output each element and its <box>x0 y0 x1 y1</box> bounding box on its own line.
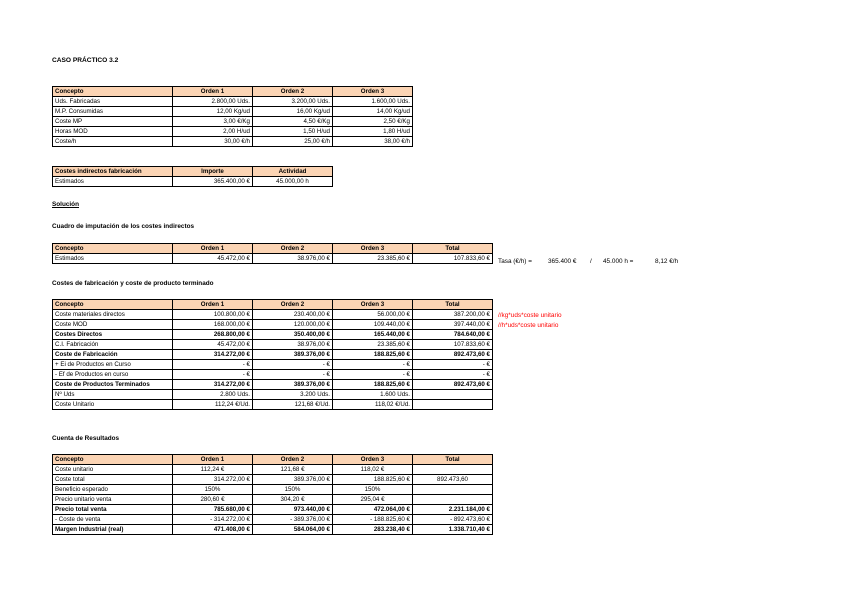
cell-value: 3.200 Uds. <box>253 390 333 400</box>
costes-indirectos-table <box>52 166 333 187</box>
tasa-div: / <box>590 258 592 265</box>
cell-value: 3.200,00 Uds. <box>253 97 333 107</box>
cell-value: 168.000,00 € <box>173 320 253 330</box>
cell-value: 38,00 €/h <box>333 137 413 147</box>
table-row <box>53 320 493 330</box>
table-row <box>53 380 493 390</box>
column-header: Orden 1 <box>173 87 253 97</box>
tasa-importe: 365.400 € <box>548 258 577 265</box>
nota-mod: //h*uds*coste unitario <box>498 322 559 329</box>
column-header: Orden 1 <box>173 244 253 254</box>
cell-value: 2.231.184,00 € <box>413 505 493 515</box>
row-label: Nº Uds <box>53 390 173 400</box>
cell-value: 3,00 €/Kg <box>173 117 253 127</box>
header-row <box>53 455 493 465</box>
cell-value: 38.976,00 € <box>253 340 333 350</box>
row-label: Coste MP <box>53 117 173 127</box>
cell-value: 785.680,00 € <box>173 505 253 515</box>
cell-value: - € <box>253 360 333 370</box>
cell-value: 892.473,60 € <box>413 380 493 390</box>
column-header: Concepto <box>53 455 173 465</box>
cell-value: 973.440,00 € <box>253 505 333 515</box>
table-row <box>53 390 493 400</box>
row-label: Beneficio esperado <box>53 485 173 495</box>
table-row <box>53 515 493 525</box>
resultados-table <box>52 454 493 535</box>
solucion-label: Solución <box>52 201 79 208</box>
column-header: Orden 2 <box>253 87 333 97</box>
column-header: Orden 2 <box>253 244 333 254</box>
cell-value: 1,80 H/ud <box>333 127 413 137</box>
row-label: Coste MOD <box>53 320 173 330</box>
cell-value <box>413 485 493 495</box>
column-header: Orden 2 <box>253 455 333 465</box>
datos-table <box>52 86 413 147</box>
nota-materiales: //kg*uds*coste unitario <box>498 312 562 319</box>
cell-value: 188.825,60 € <box>333 350 413 360</box>
column-header: Total <box>413 244 493 254</box>
row-label: Uds. Fabricadas <box>53 97 173 107</box>
row-label: M.P. Consumidas <box>53 107 173 117</box>
cell-value: 45.472,00 € <box>173 340 253 350</box>
cell-value: 472.064,00 € <box>333 505 413 515</box>
tasa-valor: 8,12 €/h <box>655 258 679 265</box>
row-label: - Coste de venta <box>53 515 173 525</box>
cell-value: 150% <box>173 485 253 495</box>
row-label: Coste unitario <box>53 465 173 475</box>
cell-value: 304,20 € <box>253 495 333 505</box>
row-label: Costes Directos <box>53 330 173 340</box>
cell-value: 14,00 Kg/ud <box>333 107 413 117</box>
cell-value: 12,00 Kg/ud <box>173 107 253 117</box>
cell-value: 56.000,00 € <box>333 310 413 320</box>
column-header: Orden 3 <box>333 244 413 254</box>
cell-value: 2,50 €/Kg <box>333 117 413 127</box>
row-label: Coste de Productos Terminados <box>53 380 173 390</box>
cell-value: 389.376,00 € <box>253 475 333 485</box>
cell-value: 45.000,00 h <box>253 177 333 187</box>
cell-value: 118,02 € <box>333 465 413 475</box>
cell-value: 471.408,00 € <box>173 525 253 535</box>
cell-value: 30,00 €/h <box>173 137 253 147</box>
cell-value: 121,68 € <box>253 465 333 475</box>
cell-value: 230.400,00 € <box>253 310 333 320</box>
cell-value: 280,60 € <box>173 495 253 505</box>
table-row <box>53 97 413 107</box>
cell-value: 150% <box>253 485 333 495</box>
header-row <box>53 300 493 310</box>
cell-value: - € <box>253 370 333 380</box>
table-row <box>53 310 493 320</box>
table-row <box>53 485 493 495</box>
cell-value: - € <box>173 370 253 380</box>
cell-value: 397.440,00 € <box>413 320 493 330</box>
row-label: Coste total <box>53 475 173 485</box>
table-row <box>53 475 493 485</box>
imputacion-table <box>52 243 493 264</box>
column-header: Orden 3 <box>333 300 413 310</box>
column-header: Orden 2 <box>253 300 333 310</box>
table-row <box>53 117 413 127</box>
cell-value: 892.473,60 € <box>413 350 493 360</box>
cell-value: 1,50 H/ud <box>253 127 333 137</box>
column-header: Orden 3 <box>333 455 413 465</box>
table-row <box>53 107 413 117</box>
column-header: Orden 3 <box>333 87 413 97</box>
column-header: Orden 1 <box>173 455 253 465</box>
column-header: Concepto <box>53 300 173 310</box>
row-label: Coste materiales directos <box>53 310 173 320</box>
cell-value: 387.200,00 € <box>413 310 493 320</box>
cell-value: 350.400,00 € <box>253 330 333 340</box>
cell-value: 389.376,00 € <box>253 380 333 390</box>
cell-value: 112,24 € <box>173 465 253 475</box>
cell-value: 1.600 Uds. <box>333 390 413 400</box>
header-row <box>53 167 333 177</box>
cell-value: 25,00 €/h <box>253 137 333 147</box>
cell-value: 120.000,00 € <box>253 320 333 330</box>
table-row <box>53 330 493 340</box>
cell-value: 165.440,00 € <box>333 330 413 340</box>
cell-value: 295,04 € <box>333 495 413 505</box>
row-label: + Ei de Productos en Curso <box>53 360 173 370</box>
table-row <box>53 350 493 360</box>
cell-value: 2.800 Uds. <box>173 390 253 400</box>
header-row <box>53 87 413 97</box>
cell-value: 892.473,60 <box>413 475 493 485</box>
cell-value: 188.825,60 € <box>333 475 413 485</box>
tasa-horas: 45.000 h = <box>603 258 634 265</box>
cell-value <box>413 390 493 400</box>
row-label: Precio total venta <box>53 505 173 515</box>
cell-value: 107.833,60 € <box>413 254 493 264</box>
cell-value: - € <box>333 360 413 370</box>
tasa-label: Tasa (€/h) = <box>498 258 532 265</box>
column-header: Orden 1 <box>173 300 253 310</box>
cell-value: 109.440,00 € <box>333 320 413 330</box>
table-row <box>53 400 493 410</box>
cell-value: - 389.376,00 € <box>253 515 333 525</box>
cell-value: 314.272,00 € <box>173 380 253 390</box>
cell-value: 150% <box>333 485 413 495</box>
cell-value: - 188.825,60 € <box>333 515 413 525</box>
cell-value: 314.272,00 € <box>173 475 253 485</box>
cell-value: - € <box>413 360 493 370</box>
cell-value: 118,02 €/Ud. <box>333 400 413 410</box>
fabricacion-table <box>52 299 493 410</box>
row-label: Coste de Fabricación <box>53 350 173 360</box>
row-label: Horas MOD <box>53 127 173 137</box>
cell-value: 1.338.710,40 € <box>413 525 493 535</box>
cell-value: 23.385,60 € <box>333 254 413 264</box>
table-row <box>53 137 413 147</box>
column-header: Total <box>413 455 493 465</box>
cell-value: - € <box>413 370 493 380</box>
cell-value: 38.976,00 € <box>253 254 333 264</box>
table-row <box>53 465 493 475</box>
table-row <box>53 254 493 264</box>
page-title: CASO PRÁCTICO 3.2 <box>52 57 119 64</box>
cell-value: 188.825,60 € <box>333 380 413 390</box>
cell-value: 45.472,00 € <box>173 254 253 264</box>
cell-value: 1.600,00 Uds. <box>333 97 413 107</box>
column-header: Importe <box>173 167 253 177</box>
cell-value: 16,00 Kg/ud <box>253 107 333 117</box>
table-row <box>53 177 333 187</box>
header-row <box>53 244 493 254</box>
cell-value: 784.640,00 € <box>413 330 493 340</box>
column-header: Total <box>413 300 493 310</box>
cell-value <box>413 495 493 505</box>
cell-value: 100.800,00 € <box>173 310 253 320</box>
cell-value: - 314.272,00 € <box>173 515 253 525</box>
row-label: - Ef de Productos en curso <box>53 370 173 380</box>
imputacion-title: Cuadro de imputación de los costes indirectos <box>52 223 195 230</box>
cell-value: 389.376,00 € <box>253 350 333 360</box>
row-label: Coste Unitario <box>53 400 173 410</box>
cell-value: - € <box>173 360 253 370</box>
row-label: Estimados <box>53 177 173 187</box>
row-label: Margen Industrial (real) <box>53 525 173 535</box>
column-header: Costes indirectos fabricación <box>53 167 173 177</box>
cell-value: 2.800,00 Uds. <box>173 97 253 107</box>
cell-value: 268.800,00 € <box>173 330 253 340</box>
resultados-title: Cuenta de Resultados <box>52 435 120 442</box>
cell-value: 2,00 H/ud <box>173 127 253 137</box>
column-header: Actividad <box>253 167 333 177</box>
row-label: C.I. Fabricación <box>53 340 173 350</box>
table-row <box>53 525 493 535</box>
cell-value: 283.238,40 € <box>333 525 413 535</box>
cell-value: 314.272,00 € <box>173 350 253 360</box>
cell-value <box>413 400 493 410</box>
cell-value: 121,68 €/Ud. <box>253 400 333 410</box>
table-row <box>53 127 413 137</box>
cell-value <box>413 465 493 475</box>
cell-value: 584.064,00 € <box>253 525 333 535</box>
row-label: Coste/h <box>53 137 173 147</box>
table-row <box>53 340 493 350</box>
cell-value: 107.833,60 € <box>413 340 493 350</box>
table-row <box>53 495 493 505</box>
table-row <box>53 370 493 380</box>
cell-value: - 892.473,60 € <box>413 515 493 525</box>
row-label: Precio unitario venta <box>53 495 173 505</box>
column-header: Concepto <box>53 87 173 97</box>
cell-value: - € <box>333 370 413 380</box>
table-row <box>53 360 493 370</box>
cell-value: 4,50 €/Kg <box>253 117 333 127</box>
cell-value: 365.400,00 € <box>173 177 253 187</box>
cell-value: 112,24 €/Ud. <box>173 400 253 410</box>
column-header: Concepto <box>53 244 173 254</box>
table-row <box>53 505 493 515</box>
row-label: Estimados <box>53 254 173 264</box>
fabricacion-title: Costes de fabricación y coste de producto terminado <box>52 280 214 287</box>
cell-value: 23.385,60 € <box>333 340 413 350</box>
